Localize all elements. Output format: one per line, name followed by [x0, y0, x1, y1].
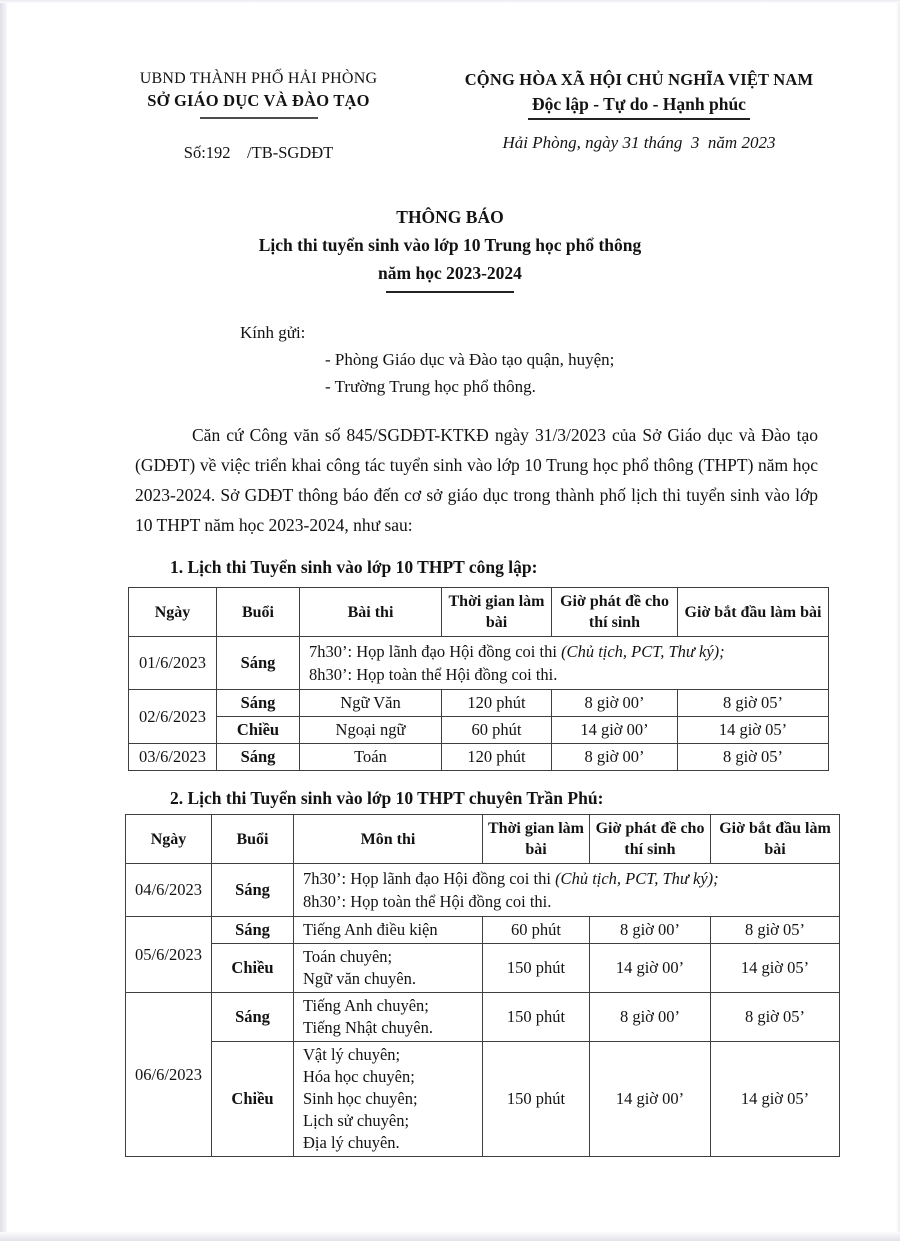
- start-time-cell: 14 giờ 05’: [678, 717, 829, 744]
- duration-cell: 60 phút: [483, 917, 590, 944]
- session-cell: Sáng: [217, 637, 300, 690]
- subject-line: Tiếng Anh chuyên;: [303, 996, 429, 1015]
- handout-time-cell: 8 giờ 00’: [590, 917, 711, 944]
- handout-time-cell: 14 giờ 00’: [590, 1042, 711, 1157]
- section-1-heading: 1. Lịch thi Tuyển sinh vào lớp 10 THPT công lập:: [170, 557, 538, 577]
- notice-subtitle: Lịch thi tuyển sinh vào lớp 10 Trung học phổ thông: [258, 235, 642, 255]
- column-header-session: Buổi: [217, 588, 300, 637]
- notice-title: THÔNG BÁO: [396, 207, 504, 227]
- column-header-session: Buổi: [212, 815, 294, 864]
- national-motto: Độc lập - Tự do - Hạnh phúc: [528, 94, 750, 120]
- meeting-line-1-italic: (Chủ tịch, PCT, Thư ký);: [550, 869, 719, 888]
- title-underline: [386, 291, 514, 293]
- handout-time-cell: 8 giờ 00’: [590, 993, 711, 1042]
- meeting-line-1-text: 7h30’: Họp lãnh đạo Hội đồng coi thi: [309, 642, 557, 661]
- national-block: [427, 70, 851, 163]
- table-row: [129, 744, 829, 771]
- column-header-handout: Giờ phát đề cho thí sinh: [590, 815, 711, 864]
- start-time-cell: 8 giờ 05’: [711, 917, 840, 944]
- document-header: [0, 0, 900, 163]
- subject-line: Hóa học chuyên;: [303, 1067, 415, 1086]
- schedule-table-specialized: [125, 814, 840, 1157]
- start-time-cell: 8 giờ 05’: [711, 993, 840, 1042]
- column-header-start: Giờ bắt đầu làm bài: [678, 588, 829, 637]
- date-cell: 03/6/2023: [129, 744, 217, 771]
- subject-cell: Tiếng Anh điều kiện: [294, 917, 483, 944]
- date-cell: 02/6/2023: [129, 690, 217, 744]
- start-time-cell: 14 giờ 05’: [711, 1042, 840, 1157]
- column-header-subject: Môn thi: [294, 815, 483, 864]
- issuer-authority: UBND THÀNH PHỐ HẢI PHÒNG: [139, 70, 378, 87]
- salutation-label: Kính gửi:: [240, 323, 306, 342]
- session-cell: Sáng: [212, 993, 294, 1042]
- subject-cell: Ngoại ngữ: [300, 717, 442, 744]
- date-cell: 01/6/2023: [129, 637, 217, 690]
- recipient-item: - Trường Trung học phổ thông.: [325, 377, 536, 396]
- meeting-cell: [294, 864, 840, 917]
- table-row: [126, 1042, 840, 1157]
- page-scan-edge-right: [896, 0, 900, 1241]
- start-time-cell: 14 giờ 05’: [711, 944, 840, 993]
- duration-cell: 150 phút: [483, 993, 590, 1042]
- subject-line: Toán chuyên;: [303, 947, 393, 966]
- duration-cell: 150 phút: [483, 1042, 590, 1157]
- page-scan-edge-left: [0, 0, 7, 1241]
- table-header-row: [129, 588, 829, 637]
- subject-line: Tiếng Nhật chuyên.: [303, 1018, 434, 1037]
- subject-line: Địa lý chuyên.: [303, 1133, 400, 1152]
- meeting-line-2: 8h30’: Họp toàn thể Hội đồng coi thi.: [309, 665, 558, 684]
- handout-time-cell: 14 giờ 00’: [590, 944, 711, 993]
- column-header-date: Ngày: [129, 588, 217, 637]
- subject-cell: Ngữ Văn: [300, 690, 442, 717]
- page-scan-edge-top: [0, 0, 900, 3]
- schedule-table-public: [128, 587, 829, 771]
- session-cell: Chiều: [212, 944, 294, 993]
- table-row: [129, 690, 829, 717]
- section-2-heading: 2. Lịch thi Tuyển sinh vào lớp 10 THPT chuyên Trần Phú:: [170, 788, 604, 808]
- subject-line: Ngữ văn chuyên.: [303, 969, 416, 988]
- table-row: [129, 717, 829, 744]
- issuer-department: SỞ GIÁO DỤC VÀ ĐÀO TẠO: [147, 91, 370, 110]
- column-header-start: Giờ bắt đầu làm bài: [711, 815, 840, 864]
- document-number: Số:192 /TB-SGDĐT: [183, 143, 334, 162]
- meeting-line-1-italic: (Chủ tịch, PCT, Thư ký);: [556, 642, 725, 661]
- column-header-subject: Bài thi: [300, 588, 442, 637]
- national-header: CỘNG HÒA XÃ HỘI CHỦ NGHĨA VIỆT NAM: [464, 70, 814, 89]
- session-cell: Chiều: [212, 1042, 294, 1157]
- table-row: [129, 637, 829, 690]
- subject-cell: [294, 993, 483, 1042]
- notice-title-block: [0, 203, 900, 293]
- place-date-line: Hải Phòng, ngày 31 tháng 3 năm 2023: [502, 133, 776, 152]
- column-header-duration: Thời gian làm bài: [483, 815, 590, 864]
- session-cell: Sáng: [217, 690, 300, 717]
- date-cell: 05/6/2023: [126, 917, 212, 993]
- start-time-cell: 8 giờ 05’: [678, 744, 829, 771]
- issuer-underline: [200, 117, 318, 119]
- date-cell: 04/6/2023: [126, 864, 212, 917]
- meeting-cell: [300, 637, 829, 690]
- opening-paragraph: Căn cứ Công văn số 845/SGDĐT-KTKĐ ngày 31/3/2023 của Sở Giáo dục và Đào tạo (GDĐT) về việc triển khai công tác tuyển sinh vào lớp 10 Trung học phổ thông (THPT) năm học 2023-2024. Sở GDĐT thông báo đến cơ sở giáo dục trong thành phố lịch thi tuyển sinh vào lớp 10 THPT năm học 2023-2024, như sau:: [135, 425, 818, 535]
- subject-line: Sinh học chuyên;: [303, 1089, 418, 1108]
- meeting-line-1: [303, 867, 833, 890]
- handout-time-cell: 8 giờ 00’: [552, 744, 678, 771]
- notice-schoolyear: năm học 2023-2024: [378, 263, 522, 283]
- table-row: [126, 864, 840, 917]
- subject-cell: [294, 1042, 483, 1157]
- column-header-handout: Giờ phát đề cho thí sinh: [552, 588, 678, 637]
- column-header-duration: Thời gian làm bài: [442, 588, 552, 637]
- duration-cell: 150 phút: [483, 944, 590, 993]
- table-row: [126, 993, 840, 1042]
- handout-time-cell: 14 giờ 00’: [552, 717, 678, 744]
- session-cell: Sáng: [212, 864, 294, 917]
- subject-line: Vật lý chuyên;: [303, 1045, 401, 1064]
- duration-cell: 120 phút: [442, 744, 552, 771]
- duration-cell: 120 phút: [442, 690, 552, 717]
- date-cell: 06/6/2023: [126, 993, 212, 1157]
- duration-cell: 60 phút: [442, 717, 552, 744]
- page-scan-edge-bottom: [0, 1232, 900, 1241]
- table-row: [126, 917, 840, 944]
- recipients-block: [0, 319, 900, 400]
- table-header-row: [126, 815, 840, 864]
- subject-cell: Toán: [300, 744, 442, 771]
- handout-time-cell: 8 giờ 00’: [552, 690, 678, 717]
- meeting-line-1-text: 7h30’: Họp lãnh đạo Hội đồng coi thi: [303, 869, 551, 888]
- meeting-line-1: [309, 640, 822, 663]
- session-cell: Chiều: [217, 717, 300, 744]
- issuer-block: [90, 70, 427, 163]
- recipient-item: - Phòng Giáo dục và Đào tạo quận, huyện;: [325, 350, 615, 369]
- start-time-cell: 8 giờ 05’: [678, 690, 829, 717]
- meeting-line-2: 8h30’: Họp toàn thể Hội đồng coi thi.: [303, 892, 552, 911]
- session-cell: Sáng: [217, 744, 300, 771]
- table-row: [126, 944, 840, 993]
- subject-cell: [294, 944, 483, 993]
- subject-line: Lịch sử chuyên;: [303, 1111, 410, 1130]
- column-header-date: Ngày: [126, 815, 212, 864]
- session-cell: Sáng: [212, 917, 294, 944]
